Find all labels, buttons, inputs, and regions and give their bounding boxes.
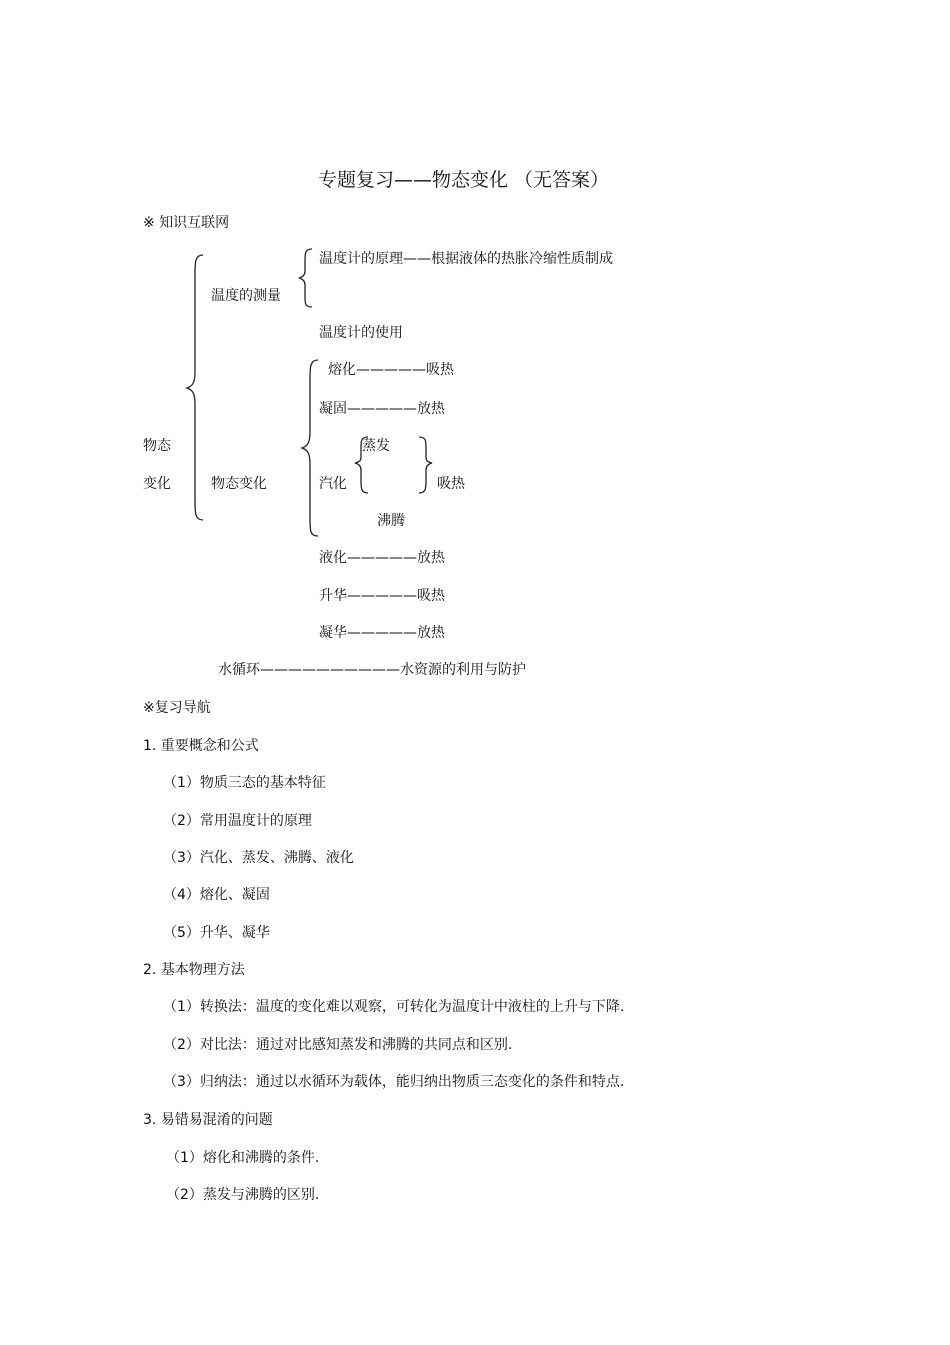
root-node-line2: 变化 — [143, 476, 171, 492]
node-sublimation: 升华—————吸热 — [319, 588, 445, 604]
node-deposition: 凝华—————放热 — [319, 625, 445, 641]
section-1-item: （5）升华、凝华 — [163, 925, 270, 941]
section-1-item: （4）熔化、凝固 — [163, 887, 270, 903]
section-1-item: （3）汽化、蒸发、沸腾、液化 — [163, 850, 354, 866]
brace-main — [187, 255, 203, 520]
root-node-line1: 物态 — [143, 438, 171, 454]
section-2-item: （1）转换法：温度的变化难以观察，可转化为温度计中液柱的上升与下降. — [163, 999, 625, 1015]
node-boiling: 沸腾 — [377, 513, 405, 529]
node-thermometer-use: 温度计的使用 — [319, 325, 403, 341]
section-2-item: （2）对比法：通过对比感知蒸发和沸腾的共同点和区别. — [163, 1037, 513, 1053]
brace-temperature — [299, 249, 312, 307]
node-melting: 熔化—————吸热 — [328, 362, 454, 378]
node-evaporation: 蒸发 — [362, 438, 390, 454]
node-vaporization: 汽化 — [319, 476, 347, 492]
section-1-title: 1. 重要概念和公式 — [143, 738, 259, 754]
section-3-item: （1）熔化和沸腾的条件. — [166, 1150, 320, 1166]
node-vaporization-result: 吸热 — [437, 476, 465, 492]
section-3-title: 3. 易错易混淆的问题 — [143, 1112, 273, 1128]
node-state-change: 物态变化 — [211, 476, 267, 492]
page-title: 专题复习——物态变化 （无答案） — [318, 169, 610, 191]
review-heading: ※复习导航 — [143, 700, 211, 716]
node-solidification: 凝固—————放热 — [319, 401, 445, 417]
brace-vaporization-right — [419, 437, 432, 493]
brace-state-change — [302, 360, 318, 536]
section-1-item: （2）常用温度计的原理 — [163, 813, 312, 829]
node-water-cycle: 水循环——————————水资源的利用与防护 — [218, 662, 526, 678]
knowledge-network-heading: ※ 知识互联网 — [143, 215, 230, 231]
section-2-title: 2. 基本物理方法 — [143, 962, 245, 978]
node-temperature-measurement: 温度的测量 — [211, 288, 281, 304]
node-liquefaction: 液化—————放热 — [319, 550, 445, 566]
section-3-item: （2）蒸发与沸腾的区别. — [166, 1187, 320, 1203]
node-thermometer-principle: 温度计的原理——根据液体的热胀冷缩性质制成 — [319, 251, 613, 267]
section-2-item: （3）归纳法：通过以水循环为载体，能归纳出物质三态变化的条件和特点. — [163, 1074, 625, 1090]
section-1-item: （1）物质三态的基本特征 — [163, 775, 326, 791]
